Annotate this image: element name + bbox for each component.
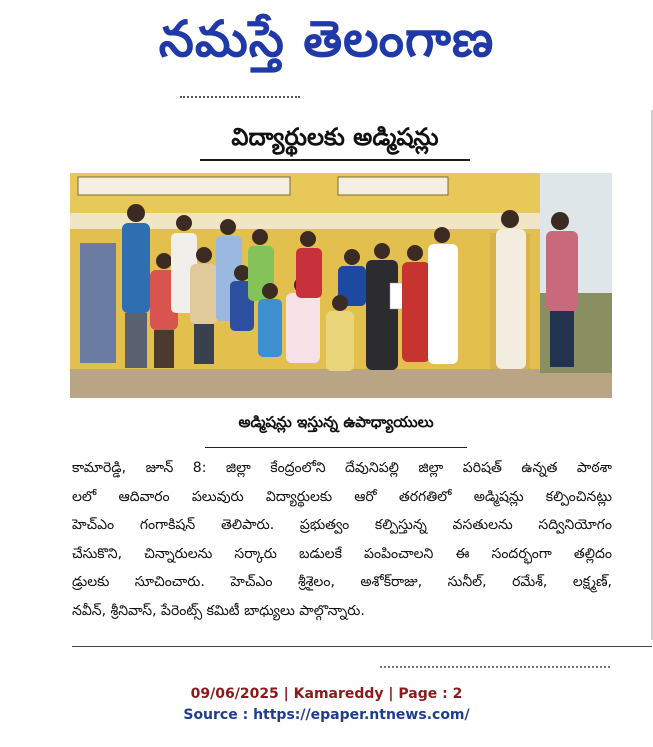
masthead: [0, 4, 653, 74]
body-line: లలో ఆదివారం పలువురు విద్యార్థులకు ఆరో తరగతిలో అడ్మిషన్లు కల్పించినట్లు: [72, 488, 612, 505]
footer-source: Source : https://epaper.ntnews.com/: [183, 707, 470, 723]
bottom-dotted-rule: [380, 666, 610, 670]
headline-block: [200, 117, 470, 161]
photo-caption: అడ్మిషన్లు ఇస్తున్న ఉపాధ్యాయులు: [238, 413, 434, 431]
footer-date-edition: 09/06/2025 | Kamareddy | Page : 2: [190, 686, 463, 702]
body-line: డ్రులకు సూచించారు. హెచ్ఎం శ్రీశైలం, అశోక్‌రాజు, సునీల్, రమేశ్, లక్ష్మణ్,: [72, 574, 612, 590]
news-photo-illustration: [70, 173, 612, 398]
top-dotted-rule: [180, 96, 300, 104]
body-line: నవీన్, శ్రీనివాస్, పేరెంట్స్ కమిటీ బాధ్యులు పాల్గొన్నారు.: [72, 602, 365, 619]
body-line: చేసుకొని, చిన్నారులను సర్కారు బడులకే పంపించాలని ఈ సందర్భంగా తల్లిదం: [72, 545, 612, 562]
photo-caption-block: [205, 405, 467, 448]
clip-bottom-rule: [72, 640, 652, 647]
body-line: హెచ్ఎం గంగాకిషన్ తెలిపారు. ప్రభుత్వం కల్పిస్తున్న వసతులను సద్వినియోగం: [72, 517, 612, 533]
news-photo: [70, 173, 612, 398]
masthead-title: నమస్తే తెలంగాణ: [158, 10, 495, 68]
article-headline: విద్యార్థులకు అడ్మిషన్లు: [231, 123, 439, 151]
footer: [0, 684, 653, 726]
article-body: [72, 454, 612, 625]
body-line: కామారెడ్డి, జూన్ 8: జిల్లా కేంద్రంలోని దేవునిపల్లి జిల్లా పరిషత్ ఉన్నత పాఠశా: [72, 460, 612, 476]
